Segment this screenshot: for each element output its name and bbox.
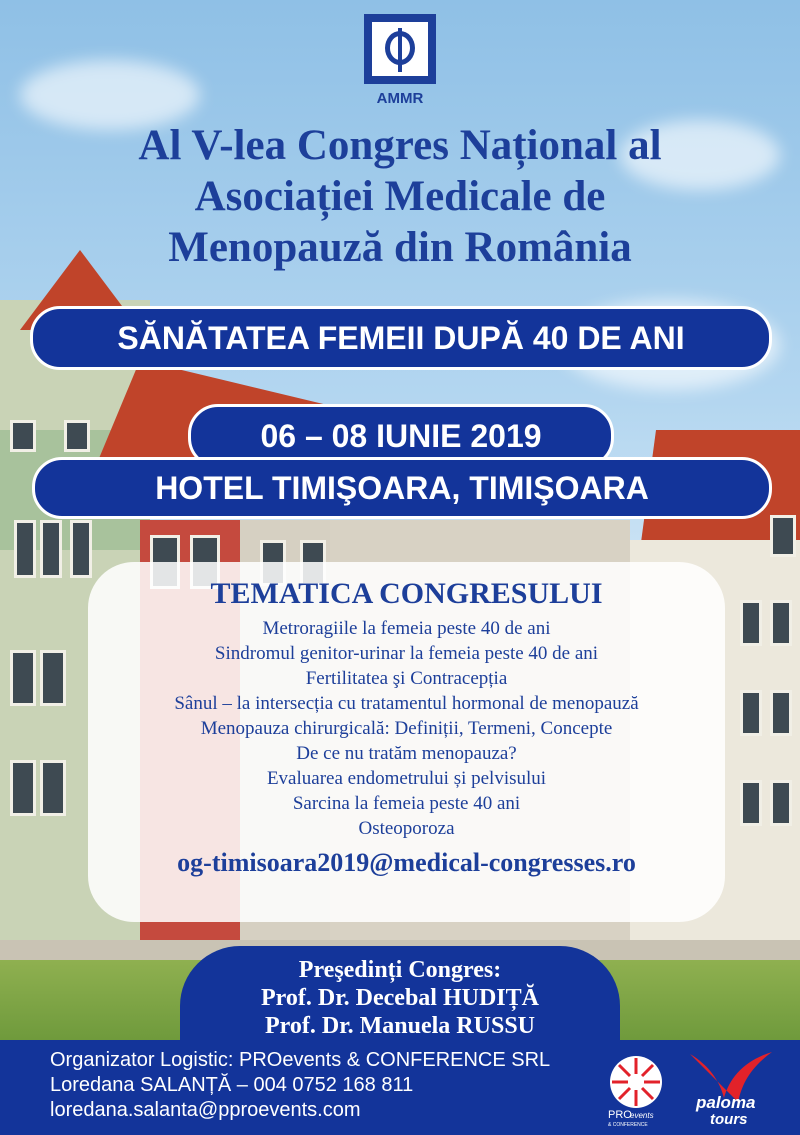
theme-item: Sindromul genitor-urinar la femeia peste 40 de ani — [214, 643, 599, 664]
dates-banner: 06 – 08 IUNIE 2019 — [188, 404, 614, 468]
venue-banner: HOTEL TIMIŞOARA, TIMIŞOARA — [32, 457, 772, 519]
themes-list — [88, 616, 725, 841]
pro-logo-text: PRO — [608, 1109, 632, 1121]
title-line-3: Menopauză din România — [168, 224, 632, 271]
subtitle-banner: SĂNĂTATEA FEMEII DUPĂ 40 DE ANI — [30, 306, 772, 370]
ammr-logo — [364, 14, 436, 84]
contact-phone: Loredana SALANȚĂ – 004 0752 168 811 — [50, 1074, 414, 1096]
theme-item: Osteoporoza — [358, 818, 455, 839]
theme-item: Fertilitatea şi Contracepția — [305, 668, 508, 689]
paloma-tours-logo — [680, 1046, 780, 1130]
theme-item: Evaluarea endometrului și pelvisului — [266, 768, 547, 789]
title-line-2: Asociației Medicale de — [194, 173, 606, 220]
congress-title — [0, 120, 800, 273]
title-line-1: Al V-lea Congres Național al — [138, 122, 662, 169]
theme-item: Sarcina la femeia peste 40 ani — [292, 793, 521, 814]
presidents-heading: Preşedinți Congres: — [298, 957, 502, 983]
paloma-logo-tours: tours — [710, 1111, 748, 1128]
theme-item: Metroragiile la femeia peste 40 de ani — [262, 618, 551, 639]
theme-item: Menopauza chirurgicală: Definiții, Termeni, Concepte — [200, 718, 613, 739]
pro-logo-conference: & CONFERENCE — [608, 1122, 648, 1128]
presidents-panel — [180, 946, 620, 1046]
president-name: Prof. Dr. Manuela RUSSU — [264, 1013, 535, 1039]
logo-text: AMMR — [376, 90, 424, 107]
pro-logo-events: events — [630, 1111, 654, 1120]
theme-item: Sânul – la intersecția cu tratamentul hormonal de menopauză — [174, 693, 639, 714]
president-name: Prof. Dr. Decebal HUDIȚĂ — [261, 985, 539, 1011]
congress-email-link[interactable]: og-timisoara2019@medical-congresses.ro — [177, 848, 636, 877]
themes-panel — [88, 562, 725, 922]
organizer-text: Organizator Logistic: PROevents & CONFERENCE SRL — [50, 1049, 551, 1071]
themes-heading: TEMATICA CONGRESULUI — [210, 577, 603, 610]
contact-email-link[interactable]: loredana.salanta@pproevents.com — [50, 1099, 361, 1121]
paloma-logo-text: paloma — [696, 1093, 756, 1112]
pro-events-logo — [600, 1052, 672, 1128]
theme-item: De ce nu tratăm menopauza? — [296, 743, 517, 764]
